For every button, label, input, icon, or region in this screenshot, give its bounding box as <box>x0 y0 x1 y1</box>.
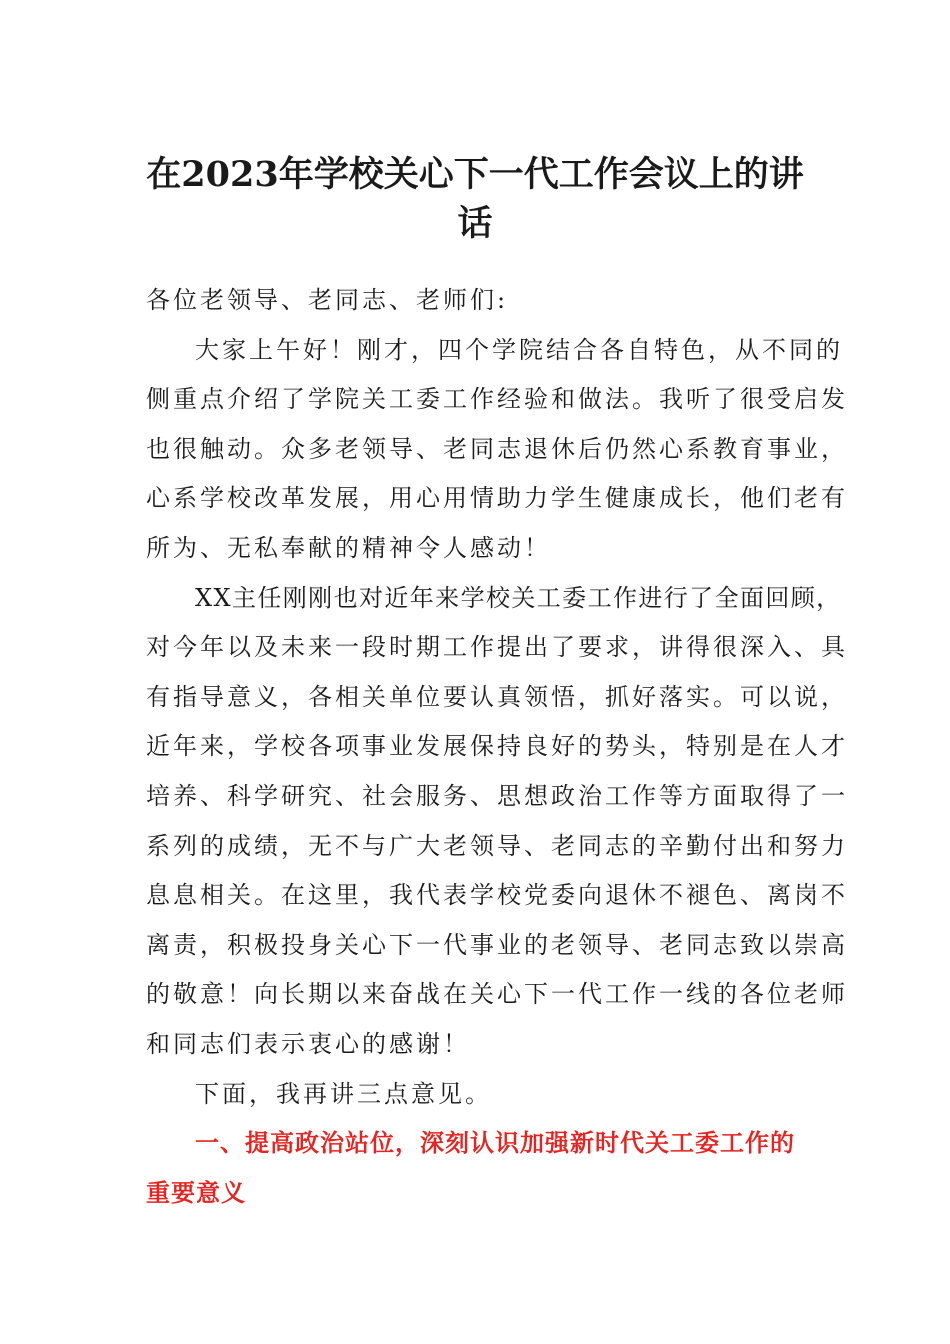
body-line: 系列的成绩，无不与广大老领导、老同志的辛勤付出和努力 <box>146 832 848 860</box>
body-line: 侧重点介绍了学院关工委工作经验和做法。我听了很受启发 <box>146 385 848 413</box>
body-line: 息息相关。在这里，我代表学校党委向退休不褪色、离岗不 <box>146 881 848 909</box>
document-title-line-2: 话 <box>457 203 493 244</box>
body-line: 心系学校改革发展，用心用情助力学生健康成长，他们老有 <box>146 484 848 512</box>
body-line: 近年来，学校各项事业发展保持良好的势头，特别是在人才 <box>146 732 848 760</box>
section-heading-line-1: 一、提高政治站位，深刻认识加强新时代关工委工作的 <box>195 1129 795 1157</box>
body-line: 所为、无私奉献的精神令人感动！ <box>146 534 551 562</box>
section-heading-line-2: 重要意义 <box>146 1179 246 1207</box>
body-line: 也很触动。众多老领导、老同志退休后仍然心系教育事业， <box>146 435 848 463</box>
body-line: 和同志们表示衷心的感谢！ <box>146 1030 470 1058</box>
body-line: 离责，积极投身关心下一代事业的老领导、老同志致以崇高 <box>146 931 848 959</box>
body-line: 培养、科学研究、社会服务、思想政治工作等方面取得了一 <box>146 782 848 810</box>
body-line: 对今年以及未来一段时期工作提出了要求，讲得很深入、具 <box>146 633 848 661</box>
body-line: 下面，我再讲三点意见。 <box>195 1080 492 1108</box>
salutation: 各位老领导、老同志、老师们: <box>146 286 509 314</box>
body-line: 有指导意义，各相关单位要认真领悟，抓好落实。可以说， <box>146 683 848 711</box>
body-line: 的敬意！向长期以来奋战在关心下一代工作一线的各位老师 <box>146 980 848 1008</box>
document-title-line-1: 在2023年学校关心下一代工作会议上的讲 <box>146 154 804 195</box>
body-line: XX主任刚刚也对近年来学校关工委工作进行了全面回顾， <box>195 584 842 612</box>
body-line: 大家上午好！刚才，四个学院结合各自特色，从不同的 <box>195 336 843 364</box>
